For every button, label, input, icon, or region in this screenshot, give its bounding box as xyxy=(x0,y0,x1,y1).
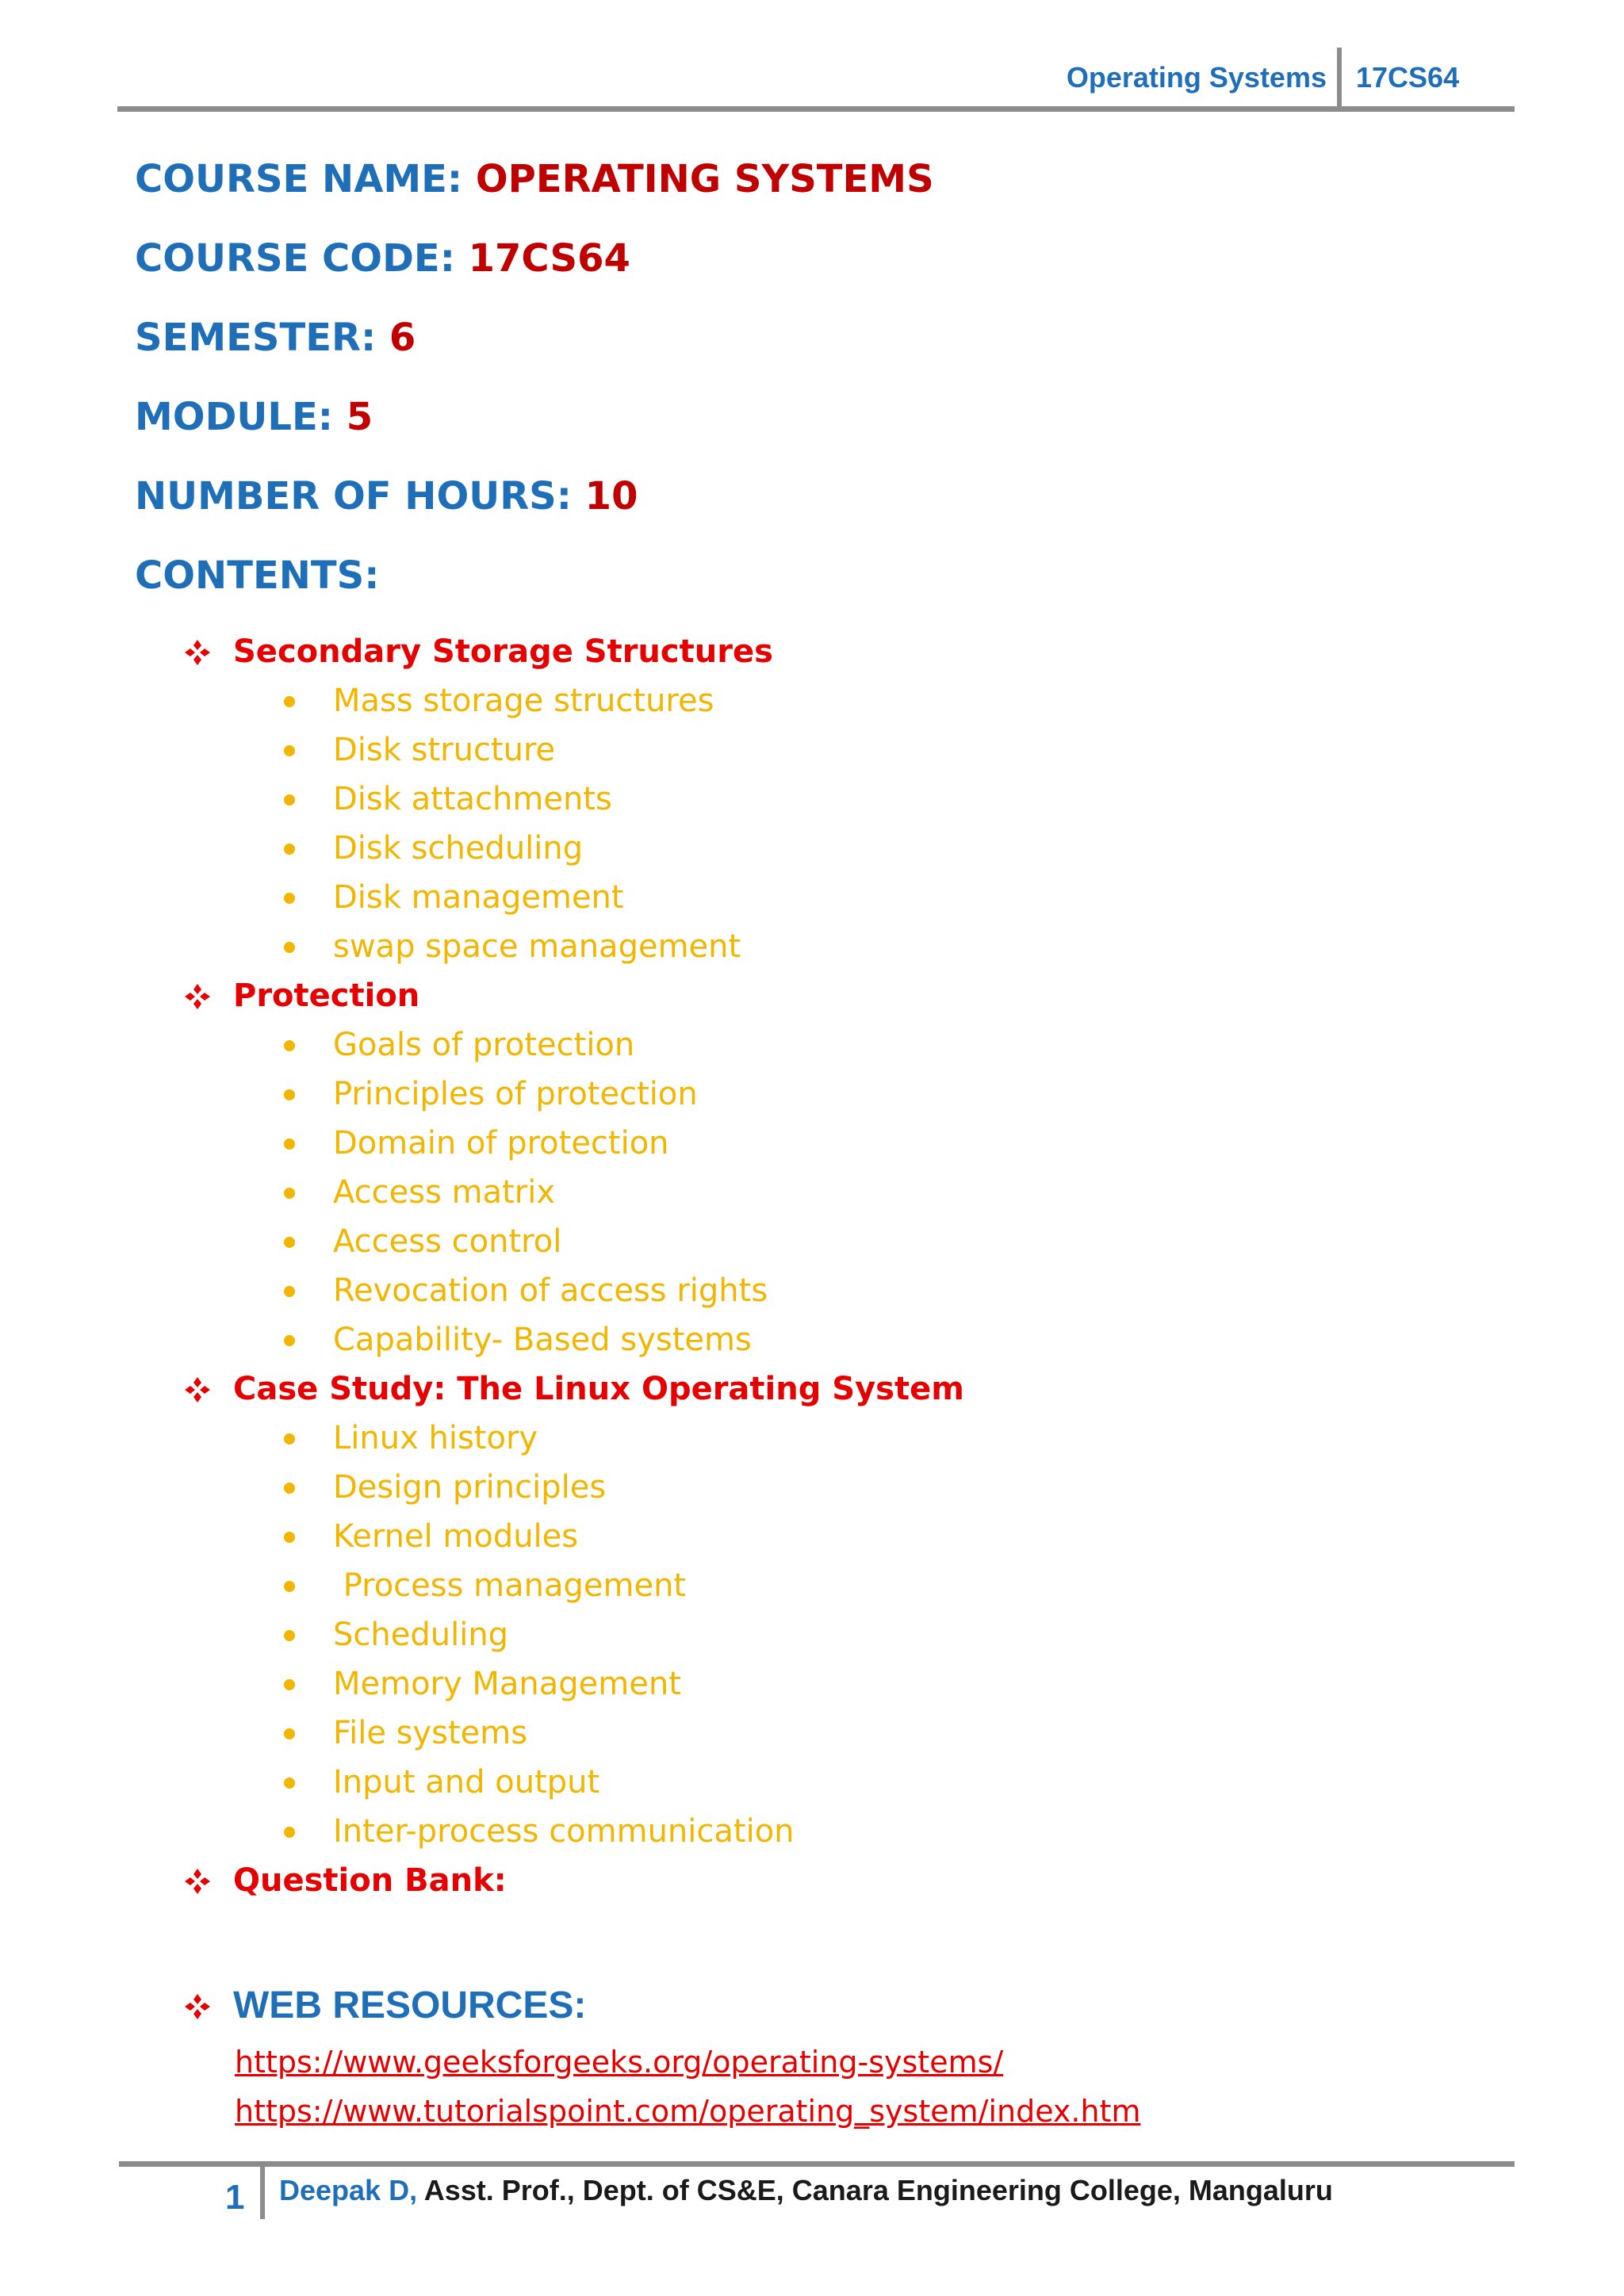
footer-credit xyxy=(279,2172,1333,2209)
bullet-dot-icon xyxy=(284,1286,295,1297)
bullet-dot-icon xyxy=(284,1777,295,1789)
document-page: Operating Systems 17CS64 COURSE NAME: OPERATING SYSTEMS COURSE CODE: 17CS64 SEMESTER: 6 MODULE: 5 NUMBER OF HOURS: 10 CONTENTS: Secondary Storage Structures Mass storage structures Disk structure Disk attachments Disk scheduling Disk management swap space management Protection Goals of protection Principles of protection Domain of protection Access matrix Access control Revocation of access rights Capability- Based systems Case Study: The Linux Operating System Linux history Design principles Kernel modules Process management Scheduling Memory Management File systems Input and output Inter-process communication Question Bank: WEB RESOURCES: https://www.geeksforgeeks.org/operating-systems/ https://www.tutorialspoint.com/operating_system/index.htm 1 Deepak D, Asst. Prof., Dept. of CS&E, Canara Engineering College, Mangaluru xyxy=(0,0,1624,2296)
bullet-dot-icon xyxy=(284,794,295,806)
section-title: Question Bank: xyxy=(233,1862,507,1899)
hours-value: 10 xyxy=(584,474,638,519)
web-resource-link-geeksforgeeks[interactable]: https://www.geeksforgeeks.org/operating-systems/ xyxy=(235,2045,1004,2080)
course-code-value: 17CS64 xyxy=(468,236,630,281)
bullet-dot-icon xyxy=(284,1483,295,1494)
bullet-dot-icon xyxy=(284,1679,295,1690)
web-resources-title: WEB RESOURCES: xyxy=(233,1984,587,2026)
semester-label: SEMESTER: xyxy=(135,316,377,360)
course-name-value: OPERATING SYSTEMS xyxy=(475,157,934,201)
footer-author: Deepak D, xyxy=(279,2174,418,2206)
bullet-dot-icon xyxy=(284,1040,295,1051)
bullet-dot-icon xyxy=(284,1237,295,1248)
diamond-bullet-icon xyxy=(184,1376,211,1403)
footer-divider xyxy=(260,2167,265,2219)
header-rule xyxy=(117,106,1515,112)
module-line xyxy=(135,393,373,441)
page-number: 1 xyxy=(225,2178,245,2217)
header-divider xyxy=(1337,48,1342,111)
header-title: Operating Systems xyxy=(1066,61,1327,94)
course-name-line xyxy=(135,155,934,203)
footer-affiliation: Asst. Prof., Dept. of CS&E, Canara Engineering College, Mangaluru xyxy=(417,2174,1333,2206)
contents-label: CONTENTS: xyxy=(135,553,380,598)
bullet-dot-icon xyxy=(284,1138,295,1150)
footer-rule xyxy=(119,2161,1515,2167)
bullet-dot-icon xyxy=(284,745,295,756)
course-name-label: COURSE NAME: xyxy=(135,157,463,201)
bullet-dot-icon xyxy=(284,1089,295,1100)
course-code-line xyxy=(135,235,630,282)
semester-value: 6 xyxy=(389,316,416,360)
module-label: MODULE: xyxy=(135,395,333,439)
bullet-dot-icon xyxy=(284,1433,295,1445)
diamond-bullet-icon xyxy=(184,639,211,666)
bullet-dot-icon xyxy=(284,1827,295,1838)
module-value: 5 xyxy=(346,395,373,439)
course-code-label: COURSE CODE: xyxy=(135,236,455,281)
bullet-dot-icon xyxy=(284,893,295,904)
hours-line xyxy=(135,473,638,520)
diamond-bullet-icon xyxy=(184,1868,211,1895)
diamond-bullet-icon xyxy=(184,983,211,1010)
section-title: Protection xyxy=(233,978,420,1014)
semester-line xyxy=(135,314,416,362)
header-code: 17CS64 xyxy=(1356,61,1460,94)
contents-heading xyxy=(135,552,379,599)
hours-label: NUMBER OF HOURS: xyxy=(135,474,572,519)
bullet-dot-icon xyxy=(284,1581,295,1592)
bullet-dot-icon xyxy=(284,696,295,707)
section-title: Case Study: The Linux Operating System xyxy=(233,1371,964,1407)
bullet-dot-icon xyxy=(284,1335,295,1346)
bullet-dot-icon xyxy=(284,1630,295,1641)
bullet-dot-icon xyxy=(284,1728,295,1739)
diamond-bullet-icon xyxy=(184,1993,211,2020)
bullet-dot-icon xyxy=(284,1188,295,1199)
section-title: Secondary Storage Structures xyxy=(233,633,773,670)
bullet-dot-icon xyxy=(284,844,295,855)
bullet-dot-icon xyxy=(284,942,295,953)
bullet-dot-icon xyxy=(284,1532,295,1543)
web-resource-link-tutorialspoint[interactable]: https://www.tutorialspoint.com/operating_system/index.htm xyxy=(235,2094,1141,2129)
